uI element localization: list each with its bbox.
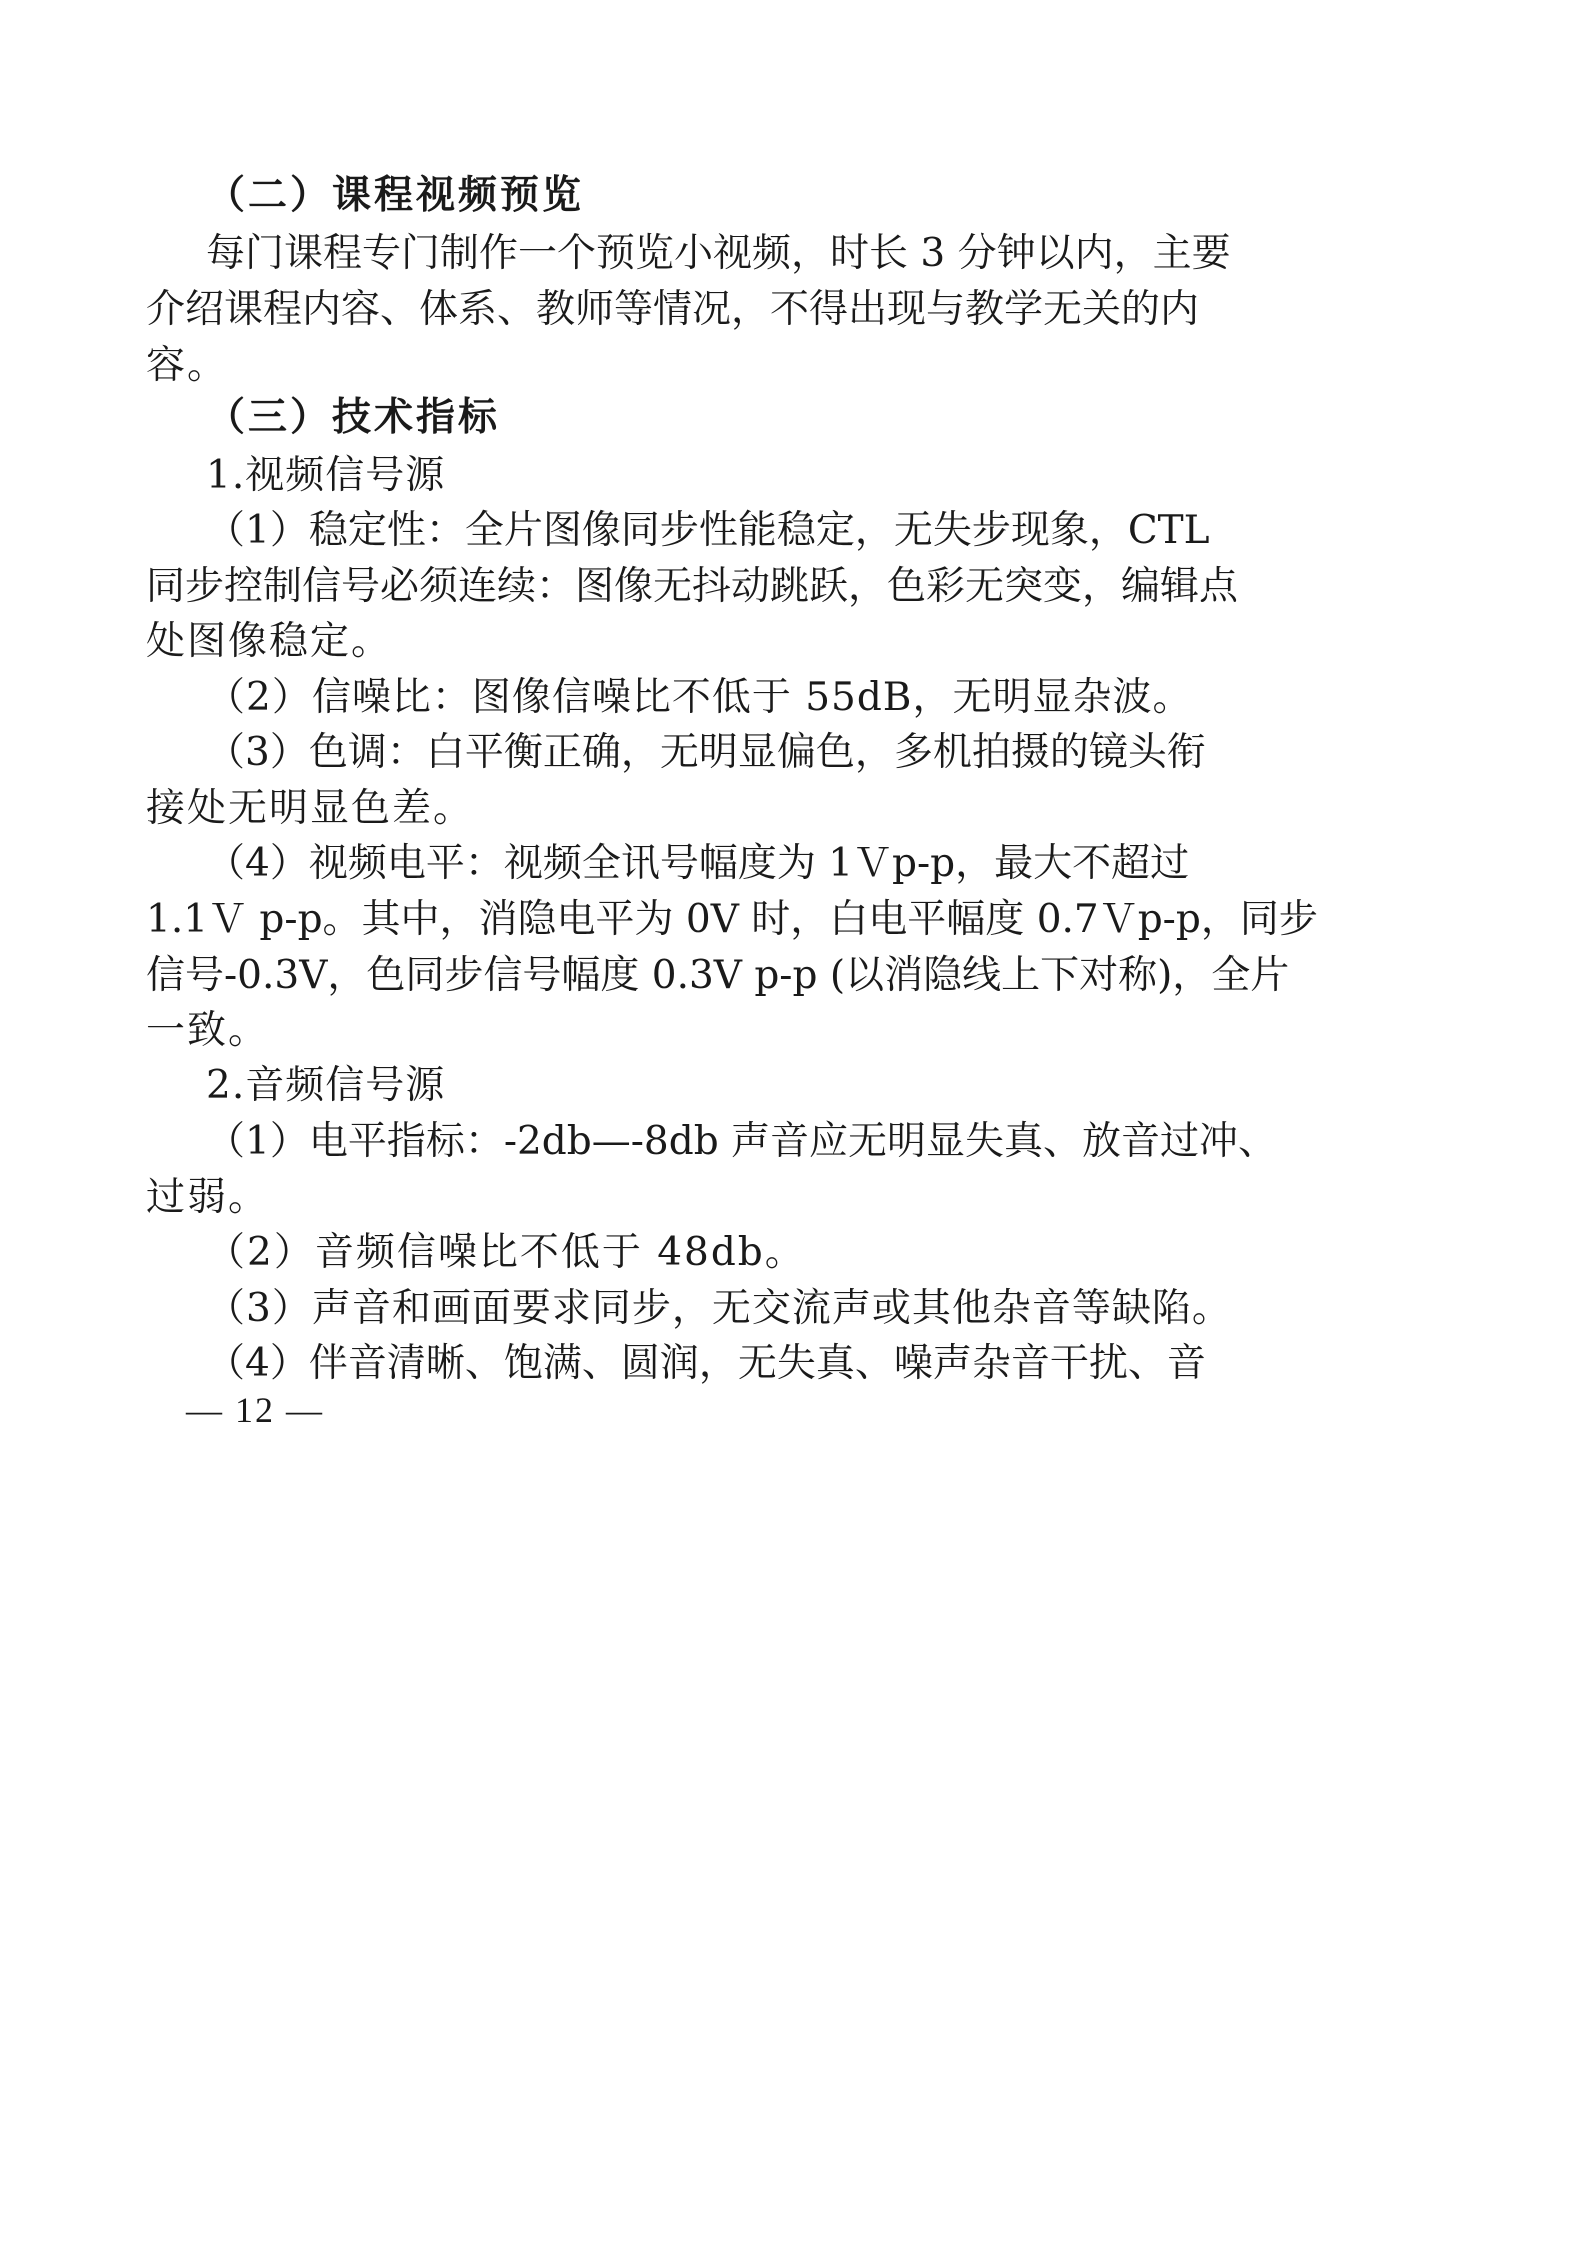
- subheading-video-signal-source: 1.视频信号源: [206, 453, 446, 498]
- paragraph-line: （3）声音和画面要求同步，无交流声或其他杂音等缺陷。: [206, 1286, 1232, 1331]
- page-number: — 12 —: [186, 1390, 324, 1430]
- paragraph-line: 一致。: [146, 1008, 270, 1053]
- paragraph-line: （1）稳定性：全片图像同步性能稳定，无失步现象，CTL: [206, 508, 1210, 553]
- paragraph-line: （1）电平指标：-2db—-8db 声音应无明显失真、放音过冲、: [206, 1119, 1278, 1164]
- paragraph-line: 1.1Ｖ p-p。其中，消隐电平为 0V 时，白电平幅度 0.7Ｖp-p，同步: [146, 897, 1318, 942]
- paragraph-line: （2）音频信噪比不低于 48db。: [206, 1230, 806, 1275]
- paragraph-line: 介绍课程内容、体系、教师等情况，不得出现与教学无关的内: [146, 287, 1200, 332]
- paragraph-line: 处图像稳定。: [146, 619, 393, 664]
- paragraph-line: （3）色调：白平衡正确，无明显偏色，多机拍摄的镜头衔: [206, 730, 1206, 775]
- paragraph-line: 过弱。: [146, 1175, 270, 1220]
- paragraph-line: （4）视频电平：视频全讯号幅度为 1Ｖp-p，最大不超过: [206, 841, 1190, 886]
- paragraph-line: （4）伴音清晰、饱满、圆润，无失真、噪声杂音干扰、音: [206, 1341, 1206, 1386]
- paragraph-line: 同步控制信号必须连续：图像无抖动跳跃，色彩无突变，编辑点: [146, 564, 1239, 609]
- paragraph-line: （2）信噪比：图像信噪比不低于 55dB，无明显杂波。: [206, 675, 1193, 720]
- paragraph-line: 容。: [146, 343, 229, 388]
- section-heading-technical-indicators: （三）技术指标: [206, 395, 501, 440]
- paragraph-line: 接处无明显色差。: [146, 786, 475, 831]
- paragraph-line: 信号-0.3V，色同步信号幅度 0.3V p-p (以消隐线上下对称)，全片: [146, 953, 1290, 998]
- subheading-audio-signal-source: 2.音频信号源: [206, 1063, 446, 1108]
- paragraph-line: 每门课程专门制作一个预览小视频，时长 3 分钟以内，主要: [206, 231, 1231, 276]
- section-heading-course-video-preview: （二）课程视频预览: [206, 173, 585, 218]
